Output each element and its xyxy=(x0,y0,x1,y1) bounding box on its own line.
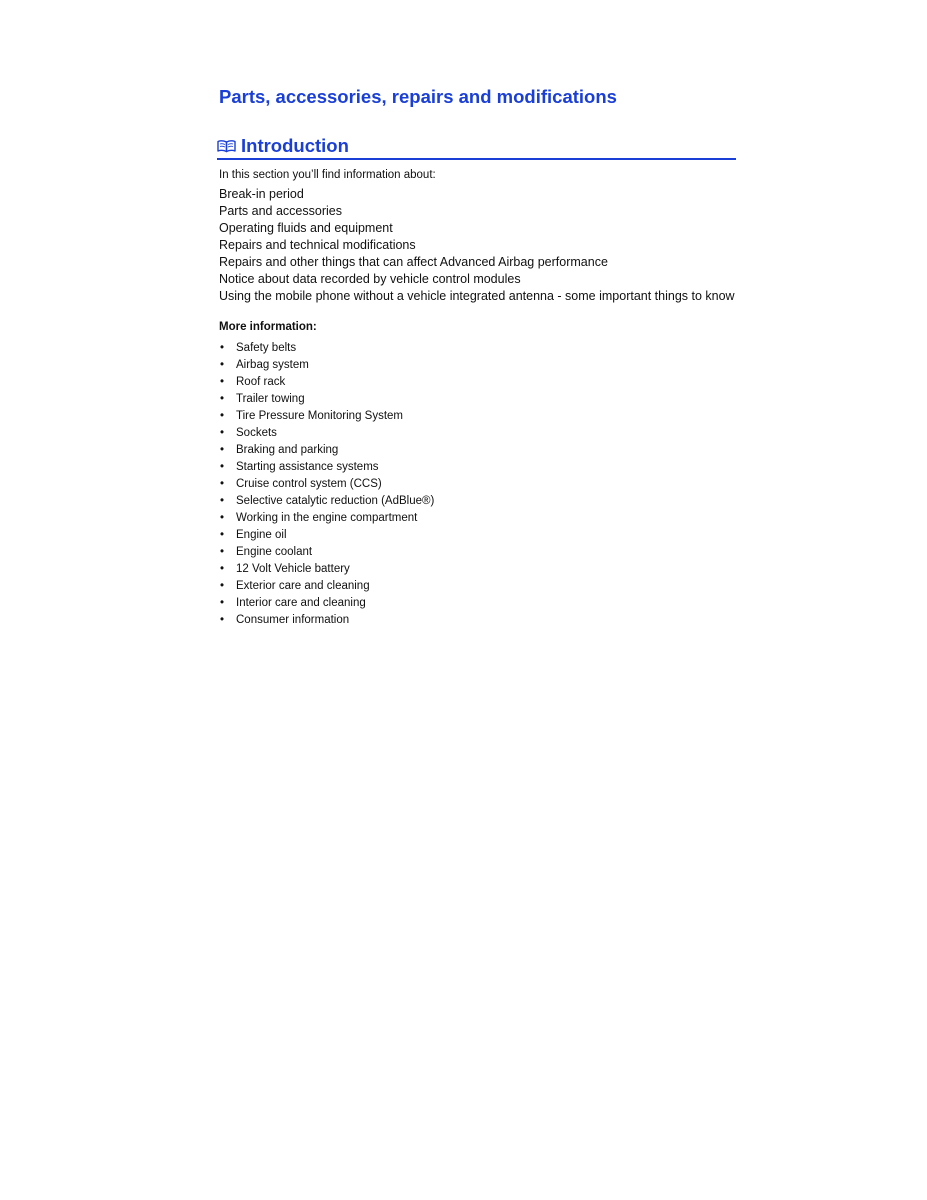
section-title: Introduction xyxy=(241,135,349,156)
list-item-label[interactable]: Working in the engine compartment xyxy=(236,512,418,524)
list-item[interactable] xyxy=(219,357,434,374)
list-item[interactable] xyxy=(219,459,434,476)
list-item[interactable] xyxy=(219,510,434,527)
intro-text: In this section you’ll find information about: xyxy=(219,169,436,181)
list-item[interactable] xyxy=(219,527,434,544)
list-item-label[interactable]: Safety belts xyxy=(236,342,297,354)
list-item-label[interactable]: Airbag system xyxy=(236,359,309,371)
bullet: • xyxy=(220,444,225,456)
list-item-label[interactable]: Interior care and cleaning xyxy=(236,597,366,609)
bullet: • xyxy=(220,495,225,507)
bullet: • xyxy=(220,580,225,592)
list-item-label[interactable]: Consumer information xyxy=(236,614,350,626)
list-item-label[interactable]: Exterior care and cleaning xyxy=(236,580,370,592)
bullet: • xyxy=(220,461,225,473)
list-item[interactable] xyxy=(219,595,434,612)
list-item[interactable] xyxy=(219,493,434,510)
list-item-label[interactable]: Starting assistance systems xyxy=(236,461,379,473)
topic-list xyxy=(219,186,735,305)
bullet: • xyxy=(220,478,225,490)
bullet: • xyxy=(220,359,225,371)
list-item-label[interactable]: 12 Volt Vehicle battery xyxy=(236,563,350,575)
list-item[interactable] xyxy=(219,425,434,442)
list-item-label[interactable]: Engine coolant xyxy=(236,546,313,558)
bullet: • xyxy=(220,597,225,609)
book-icon xyxy=(217,139,236,153)
list-item[interactable] xyxy=(219,476,434,493)
topic-item[interactable]: Operating fluids and equipment xyxy=(219,221,393,235)
topic-item[interactable]: Parts and accessories xyxy=(219,204,342,218)
list-item[interactable] xyxy=(219,340,434,357)
chapter-title: Parts, accessories, repairs and modifications xyxy=(219,86,617,107)
bullet: • xyxy=(220,529,225,541)
list-item-label[interactable]: Braking and parking xyxy=(236,444,339,456)
list-item[interactable] xyxy=(219,612,434,629)
list-item[interactable] xyxy=(219,578,434,595)
list-item[interactable] xyxy=(219,544,434,561)
topic-item[interactable]: Notice about data recorded by vehicle control modules xyxy=(219,272,521,286)
bullet: • xyxy=(220,614,225,626)
topic-item[interactable]: Break-in period xyxy=(219,187,304,201)
list-item[interactable] xyxy=(219,561,434,578)
bullet: • xyxy=(220,512,225,524)
list-item-label[interactable]: Roof rack xyxy=(236,376,286,388)
bullet: • xyxy=(220,393,225,405)
bullet: • xyxy=(220,563,225,575)
list-item-label[interactable]: Tire Pressure Monitoring System xyxy=(236,410,404,422)
section-header xyxy=(217,134,736,160)
topic-item[interactable]: Repairs and other things that can affect Advanced Airbag performance xyxy=(219,255,608,269)
list-item-label[interactable]: Engine oil xyxy=(236,529,287,541)
list-item[interactable] xyxy=(219,391,434,408)
more-information-heading: More information: xyxy=(219,321,317,333)
list-item-label[interactable]: Sockets xyxy=(236,427,277,439)
list-item[interactable] xyxy=(219,408,434,425)
list-item-label[interactable]: Cruise control system (CCS) xyxy=(236,478,382,490)
list-item-label[interactable]: Trailer towing xyxy=(236,393,305,405)
more-information-list xyxy=(219,340,434,629)
bullet: • xyxy=(220,546,225,558)
list-item[interactable] xyxy=(219,374,434,391)
bullet: • xyxy=(220,342,225,354)
list-item-label[interactable]: Selective catalytic reduction (AdBlue®) xyxy=(236,495,435,507)
bullet: • xyxy=(220,376,225,388)
list-item[interactable] xyxy=(219,442,434,459)
bullet: • xyxy=(220,410,225,422)
bullet: • xyxy=(220,427,225,439)
topic-item[interactable]: Repairs and technical modifications xyxy=(219,238,416,252)
topic-item[interactable]: Using the mobile phone without a vehicle integrated antenna - some important things to know xyxy=(219,289,735,303)
